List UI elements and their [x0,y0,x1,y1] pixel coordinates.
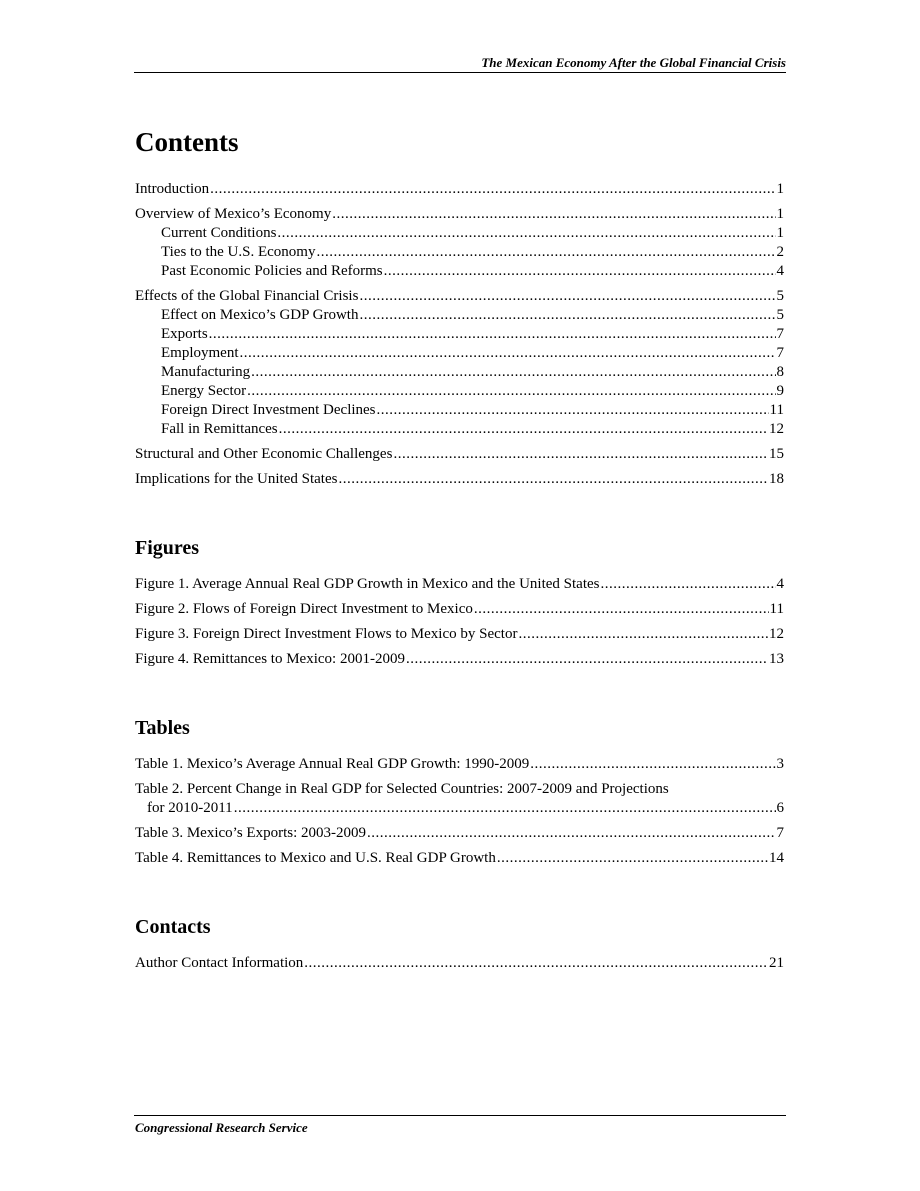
toc-entry-current-conditions[interactable] [135,224,784,243]
figure-entry-1[interactable] [135,575,784,594]
toc-page: 12 [769,421,784,437]
leader-dots [359,287,775,306]
toc-label: Figure 2. Flows of Foreign Direct Investment to Mexico [135,601,473,617]
toc-page: 3 [776,756,784,772]
toc-entry-ties-us-economy[interactable] [135,243,784,262]
leader-dots [240,344,776,363]
toc-page: 4 [776,576,784,592]
leader-dots [474,600,769,619]
toc-label: Ties to the U.S. Economy [161,244,316,260]
toc-page: 21 [769,955,784,971]
leader-dots [277,224,775,243]
toc-page: 11 [769,601,784,617]
toc-label: Table 1. Mexico’s Average Annual Real GDP Growth: 1990-2009 [135,756,530,772]
toc-label: Foreign Direct Investment Declines [161,402,376,418]
toc-label: Manufacturing [161,364,251,380]
toc-label: Table 3. Mexico’s Exports: 2003-2009 [135,825,366,841]
toc-entry-implications-us[interactable] [135,470,784,489]
contents-heading: Contents [135,127,239,157]
leader-dots [377,401,769,420]
toc-entry-introduction[interactable] [135,180,784,199]
contact-entry-author[interactable] [135,954,784,973]
toc-page: 12 [769,626,784,642]
toc-label: Past Economic Policies and Reforms [161,263,383,279]
toc-label: Employment [161,345,239,361]
toc-label: Energy Sector [161,383,247,399]
toc-label: Introduction [135,181,210,197]
toc-entry-structural-challenges[interactable] [135,445,784,464]
toc-entry-past-policies[interactable] [135,262,784,281]
toc-label: Author Contact Information [135,955,304,971]
toc-page: 1 [776,206,784,222]
figures-heading: Figures [135,537,200,559]
leader-dots [393,445,768,464]
contacts-list [135,954,784,973]
toc-page: 11 [769,402,784,418]
leader-dots [530,755,775,774]
leader-dots [332,205,775,224]
toc-page: 7 [776,345,784,361]
figure-entry-4[interactable] [135,650,784,669]
toc-page: 14 [769,850,784,866]
toc-entry-energy-sector[interactable] [135,382,784,401]
leader-dots [367,824,776,843]
leader-dots [234,799,776,818]
toc-entry-employment[interactable] [135,344,784,363]
running-header: The Mexican Economy After the Global Financial Crisis [481,55,786,70]
toc-entry-exports[interactable] [135,325,784,344]
toc-label: Effect on Mexico’s GDP Growth [161,307,359,323]
leader-dots [304,954,768,973]
leader-dots [251,363,775,382]
contents-list [135,180,784,489]
figures-list [135,575,784,669]
leader-dots [497,849,768,868]
toc-label: Structural and Other Economic Challenges [135,446,393,462]
toc-page: 15 [769,446,784,462]
toc-label: Current Conditions [161,225,277,241]
toc-label: Fall in Remittances [161,421,278,437]
toc-label: Figure 3. Foreign Direct Investment Flows to Mexico by Sector [135,626,518,642]
toc-page: 4 [776,263,784,279]
toc-label: Exports [161,326,208,342]
toc-page: 5 [776,307,784,323]
leader-dots [406,650,768,669]
figure-entry-3[interactable] [135,625,784,644]
toc-entry-effects-crisis[interactable] [135,287,784,306]
leader-dots [210,180,775,199]
toc-label: Table 4. Remittances to Mexico and U.S. Real GDP Growth [135,850,496,866]
toc-label: Implications for the United States [135,471,338,487]
table-entry-4[interactable] [135,849,784,868]
toc-page: 8 [776,364,784,380]
table-entry-1[interactable] [135,755,784,774]
toc-page: 6 [776,800,784,816]
leader-dots [279,420,768,439]
leader-dots [209,325,776,344]
toc-page: 7 [776,825,784,841]
toc-entry-gdp-growth[interactable] [135,306,784,325]
leader-dots [518,625,768,644]
toc-page: 13 [769,651,784,667]
toc-entry-overview[interactable] [135,205,784,224]
tables-heading: Tables [135,717,190,739]
leader-dots [247,382,775,401]
leader-dots [601,575,776,594]
toc-page: 18 [769,471,784,487]
toc-label: Figure 4. Remittances to Mexico: 2001-2009 [135,651,405,667]
toc-label-continuation: for 2010-2011 [147,800,233,816]
table-entry-3[interactable] [135,824,784,843]
toc-entry-fdi-declines[interactable] [135,401,784,420]
contacts-heading: Contacts [135,916,211,938]
toc-page: 2 [776,244,784,260]
leader-dots [384,262,776,281]
table-of-contents [135,125,784,973]
toc-page: 5 [776,288,784,304]
toc-label: Figure 1. Average Annual Real GDP Growth in Mexico and the United States [135,576,600,592]
leader-dots [359,306,775,325]
toc-label-continuation-row [135,799,784,818]
toc-page: 1 [776,181,784,197]
toc-page: 9 [776,383,784,399]
toc-entry-remittances[interactable] [135,420,784,439]
toc-page: 7 [776,326,784,342]
figure-entry-2[interactable] [135,600,784,619]
toc-label: Overview of Mexico’s Economy [135,206,332,222]
toc-page: 1 [776,225,784,241]
header-rule [134,72,786,73]
leader-dots [316,243,775,262]
leader-dots [338,470,768,489]
table-entry-2[interactable] [135,780,784,818]
toc-label: Effects of the Global Financial Crisis [135,288,359,304]
toc-label: Table 2. Percent Change in Real GDP for Selected Countries: 2007-2009 and Projections [135,781,669,797]
tables-list [135,755,784,868]
footer-rule [134,1115,786,1116]
toc-entry-manufacturing[interactable] [135,363,784,382]
running-footer: Congressional Research Service [135,1120,308,1135]
